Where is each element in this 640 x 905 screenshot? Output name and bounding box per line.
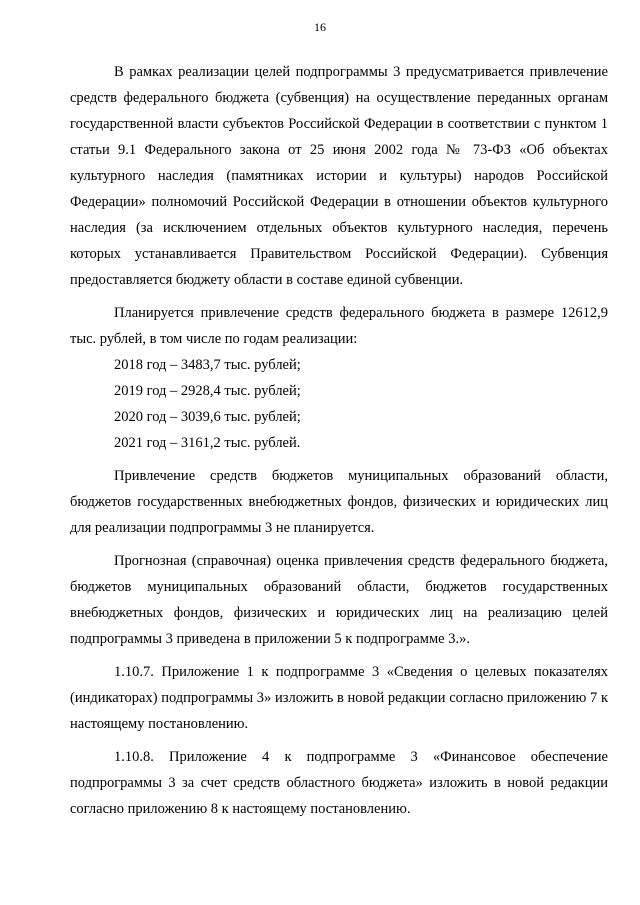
document-body (70, 59, 608, 822)
paragraph-municipal-funds: Привлечение средств бюджетов муниципальных образований области, бюджетов государственных внебюджетных фондов, физических и юридических лиц для реализации подпрограммы 3 не планируется. (70, 468, 608, 536)
page-number: 16 (314, 20, 326, 34)
paragraph-federal-funds: Планируется привлечение средств федерального бюджета в размере 12612,9 тыс. рублей, в том числе по годам реализации: (70, 305, 608, 347)
paragraph-forecast-estimate: Прогнозная (справочная) оценка привлечения средств федерального бюджета, бюджетов муниципальных образований области, бюджетов государственных внебюджетных фондов, физических и юридических лиц на реализацию целей подпрограммы 3 приведена в приложении 5 к подпрограмме 3.». (70, 553, 608, 647)
paragraph-item-1-10-7: 1.10.7. Приложение 1 к подпрограмме 3 «Сведения о целевых показателях (индикаторах) подпрограммы 3» изложить в новой редакции согласно приложению 7 к настоящему постановлению. (70, 664, 608, 732)
year-2018-line: 2018 год – 3483,7 тыс. рублей; (114, 357, 301, 373)
year-2020-line: 2020 год – 3039,6 тыс. рублей; (114, 409, 301, 425)
paragraph-subvention: В рамках реализации целей подпрограммы 3 предусматривается привлечение средств федерального бюджета (субвенция) на осуществление переданных органам государственной власти субъектов Российской Федерации в соответствии с пунктом 1 статьи 9.1 Федерального закона от 25 июня 2002 года № 73-ФЗ «Об объектах культурного наследия (памятниках истории и культуры) народов Российской Федерации» полномочий Российской Федерации в отношении объектов культурного наследия (за исключением отдельных объектов культурного наследия, перечень которых устанавливается Правительством Российской Федерации). Субвенция предоставляется бюджету области в составе единой субвенции. (70, 64, 608, 288)
year-2021-line: 2021 год – 3161,2 тыс. рублей. (114, 435, 301, 451)
year-2019-line: 2019 год – 2928,4 тыс. рублей; (114, 383, 301, 399)
paragraph-item-1-10-8: 1.10.8. Приложение 4 к подпрограмме 3 «Финансовое обеспечение подпрограммы 3 за счет средств областного бюджета» изложить в новой редакции согласно приложению 8 к настоящему постановлению. (70, 749, 608, 817)
